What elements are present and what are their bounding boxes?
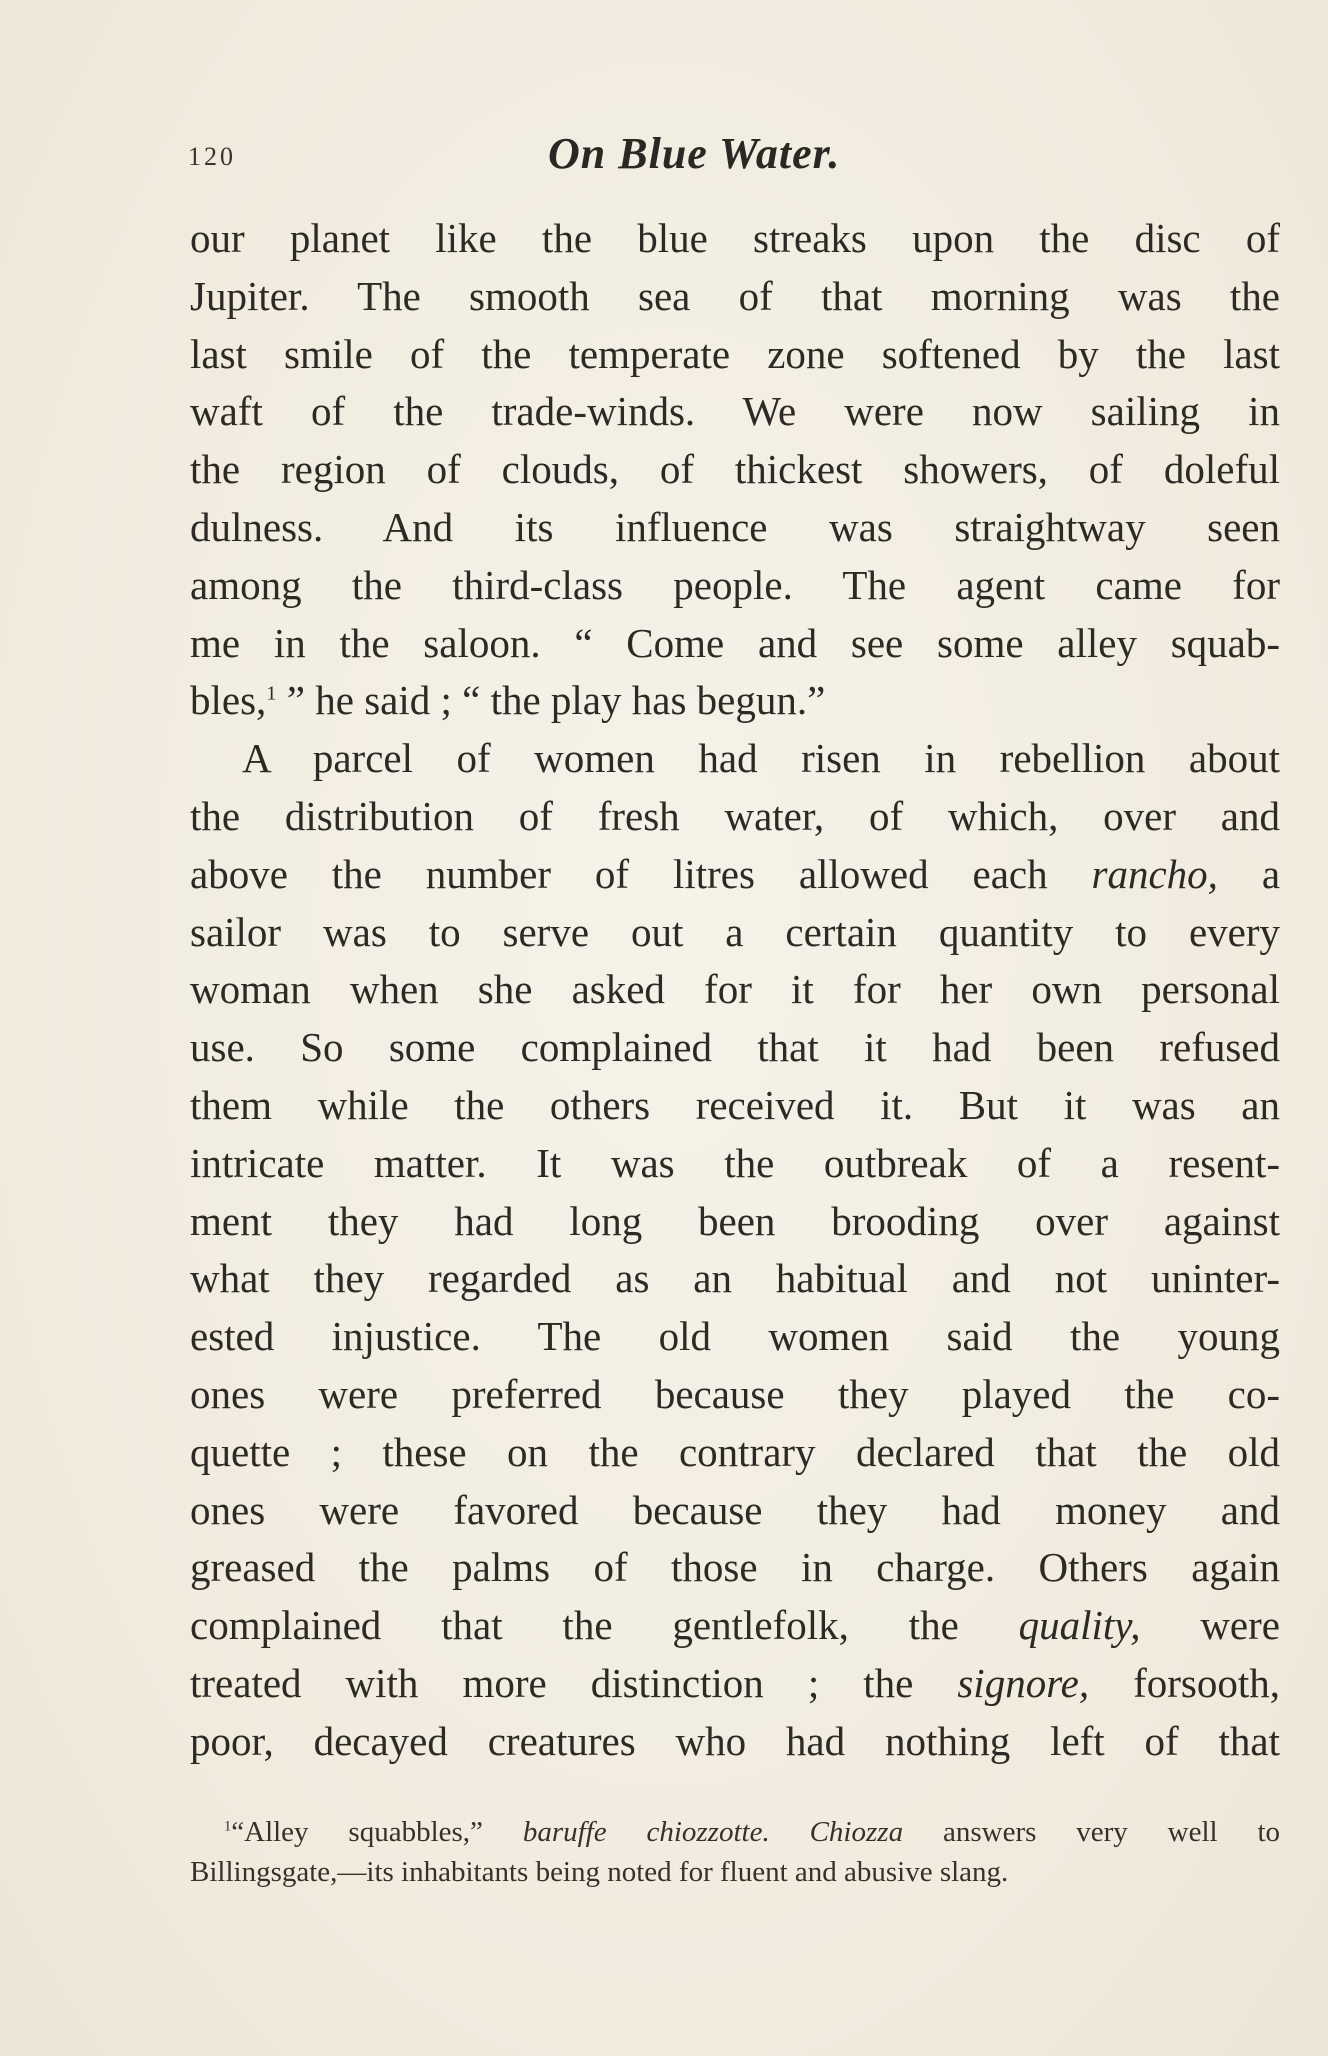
text-fragment: bles, xyxy=(190,677,267,724)
text-line: woman when she asked for it for her own personal xyxy=(190,966,1280,1013)
text-line: greased the palms of those in charge. Others again xyxy=(190,1544,1280,1591)
text-line xyxy=(190,1597,1280,1655)
text-line: me in the saloon. “ Come and see some alley squab- xyxy=(190,619,1280,666)
italic-word: rancho, xyxy=(1091,850,1218,897)
text-line xyxy=(190,672,1280,730)
footnote xyxy=(190,1812,1280,1892)
text-line: dulness. And its influence was straightway seen xyxy=(190,503,1280,550)
page-header xyxy=(188,128,1278,188)
body-text xyxy=(190,210,1280,1771)
footnote-reference: 1 xyxy=(266,682,277,705)
footnote-marker: 1 xyxy=(224,1818,232,1835)
text-fragment: a xyxy=(1217,850,1281,897)
footnote-line: Billingsgate,—its inhabitants being noted for fluent and abusive slang. xyxy=(190,1856,1009,1888)
text-line: intricate matter. It was the outbreak of a resent- xyxy=(190,1139,1280,1186)
text-fragment: above the number of litres allowed each xyxy=(190,850,1048,897)
text-line: quette ; these on the contrary declared that the old xyxy=(190,1428,1280,1475)
text-line: the distribution of fresh water, of which, over and xyxy=(190,792,1280,839)
page-number: 120 xyxy=(188,142,236,171)
text-line: them while the others received it. But it was an xyxy=(190,1081,1280,1128)
text-fragment: complained that the gentlefolk, the xyxy=(190,1602,959,1649)
text-line: poor, decayed creatures who had nothing left of that xyxy=(190,1717,1280,1764)
text-line: among the third-class people. The agent came for xyxy=(190,561,1280,608)
italic-word: quality, xyxy=(1018,1602,1141,1649)
text-line: ones were preferred because they played the co- xyxy=(190,1370,1280,1417)
text-line: ones were favored because they had money and xyxy=(190,1486,1280,1533)
text-line: the region of clouds, of thickest showers, of doleful xyxy=(190,446,1280,493)
footnote-text: “Alley squabbles,” xyxy=(231,1816,483,1848)
text-line: our planet like the blue streaks upon the disc of xyxy=(190,215,1280,261)
text-fragment: treated with more distinction ; the xyxy=(190,1659,914,1706)
footnote-line xyxy=(190,1812,1280,1852)
text-line: ested injustice. The old women said the young xyxy=(190,1313,1280,1360)
text-line: what they regarded as an habitual and not uninter- xyxy=(190,1255,1280,1302)
running-title: On Blue Water. xyxy=(548,129,841,178)
text-fragment: were xyxy=(1140,1602,1280,1649)
text-fragment: ” he said ; “ the play has begun.” xyxy=(276,677,826,724)
text-line: last smile of the temperate zone softened by the last xyxy=(190,330,1280,377)
footnote-italic: Chiozza xyxy=(809,1816,904,1848)
footnote-text: answers very well to xyxy=(942,1816,1281,1848)
text-line: waft of the trade-winds. We were now sailing in xyxy=(190,388,1280,435)
text-fragment: forsooth, xyxy=(1089,1659,1280,1706)
text-line: Jupiter. The smooth sea of that morning was the xyxy=(190,272,1280,319)
paragraph-start-line: A parcel of women had risen in rebellion about xyxy=(242,735,1280,782)
text-line: ment they had long been brooding over against xyxy=(190,1197,1280,1244)
text-line: use. So some complained that it had been refused xyxy=(190,1024,1280,1071)
text-line xyxy=(190,1655,1280,1713)
text-line: sailor was to serve out a certain quantity to every xyxy=(190,908,1280,955)
italic-word: signore, xyxy=(957,1659,1090,1706)
footnote-italic: baruffe chiozzotte. xyxy=(522,1816,770,1848)
text-line xyxy=(190,846,1280,904)
